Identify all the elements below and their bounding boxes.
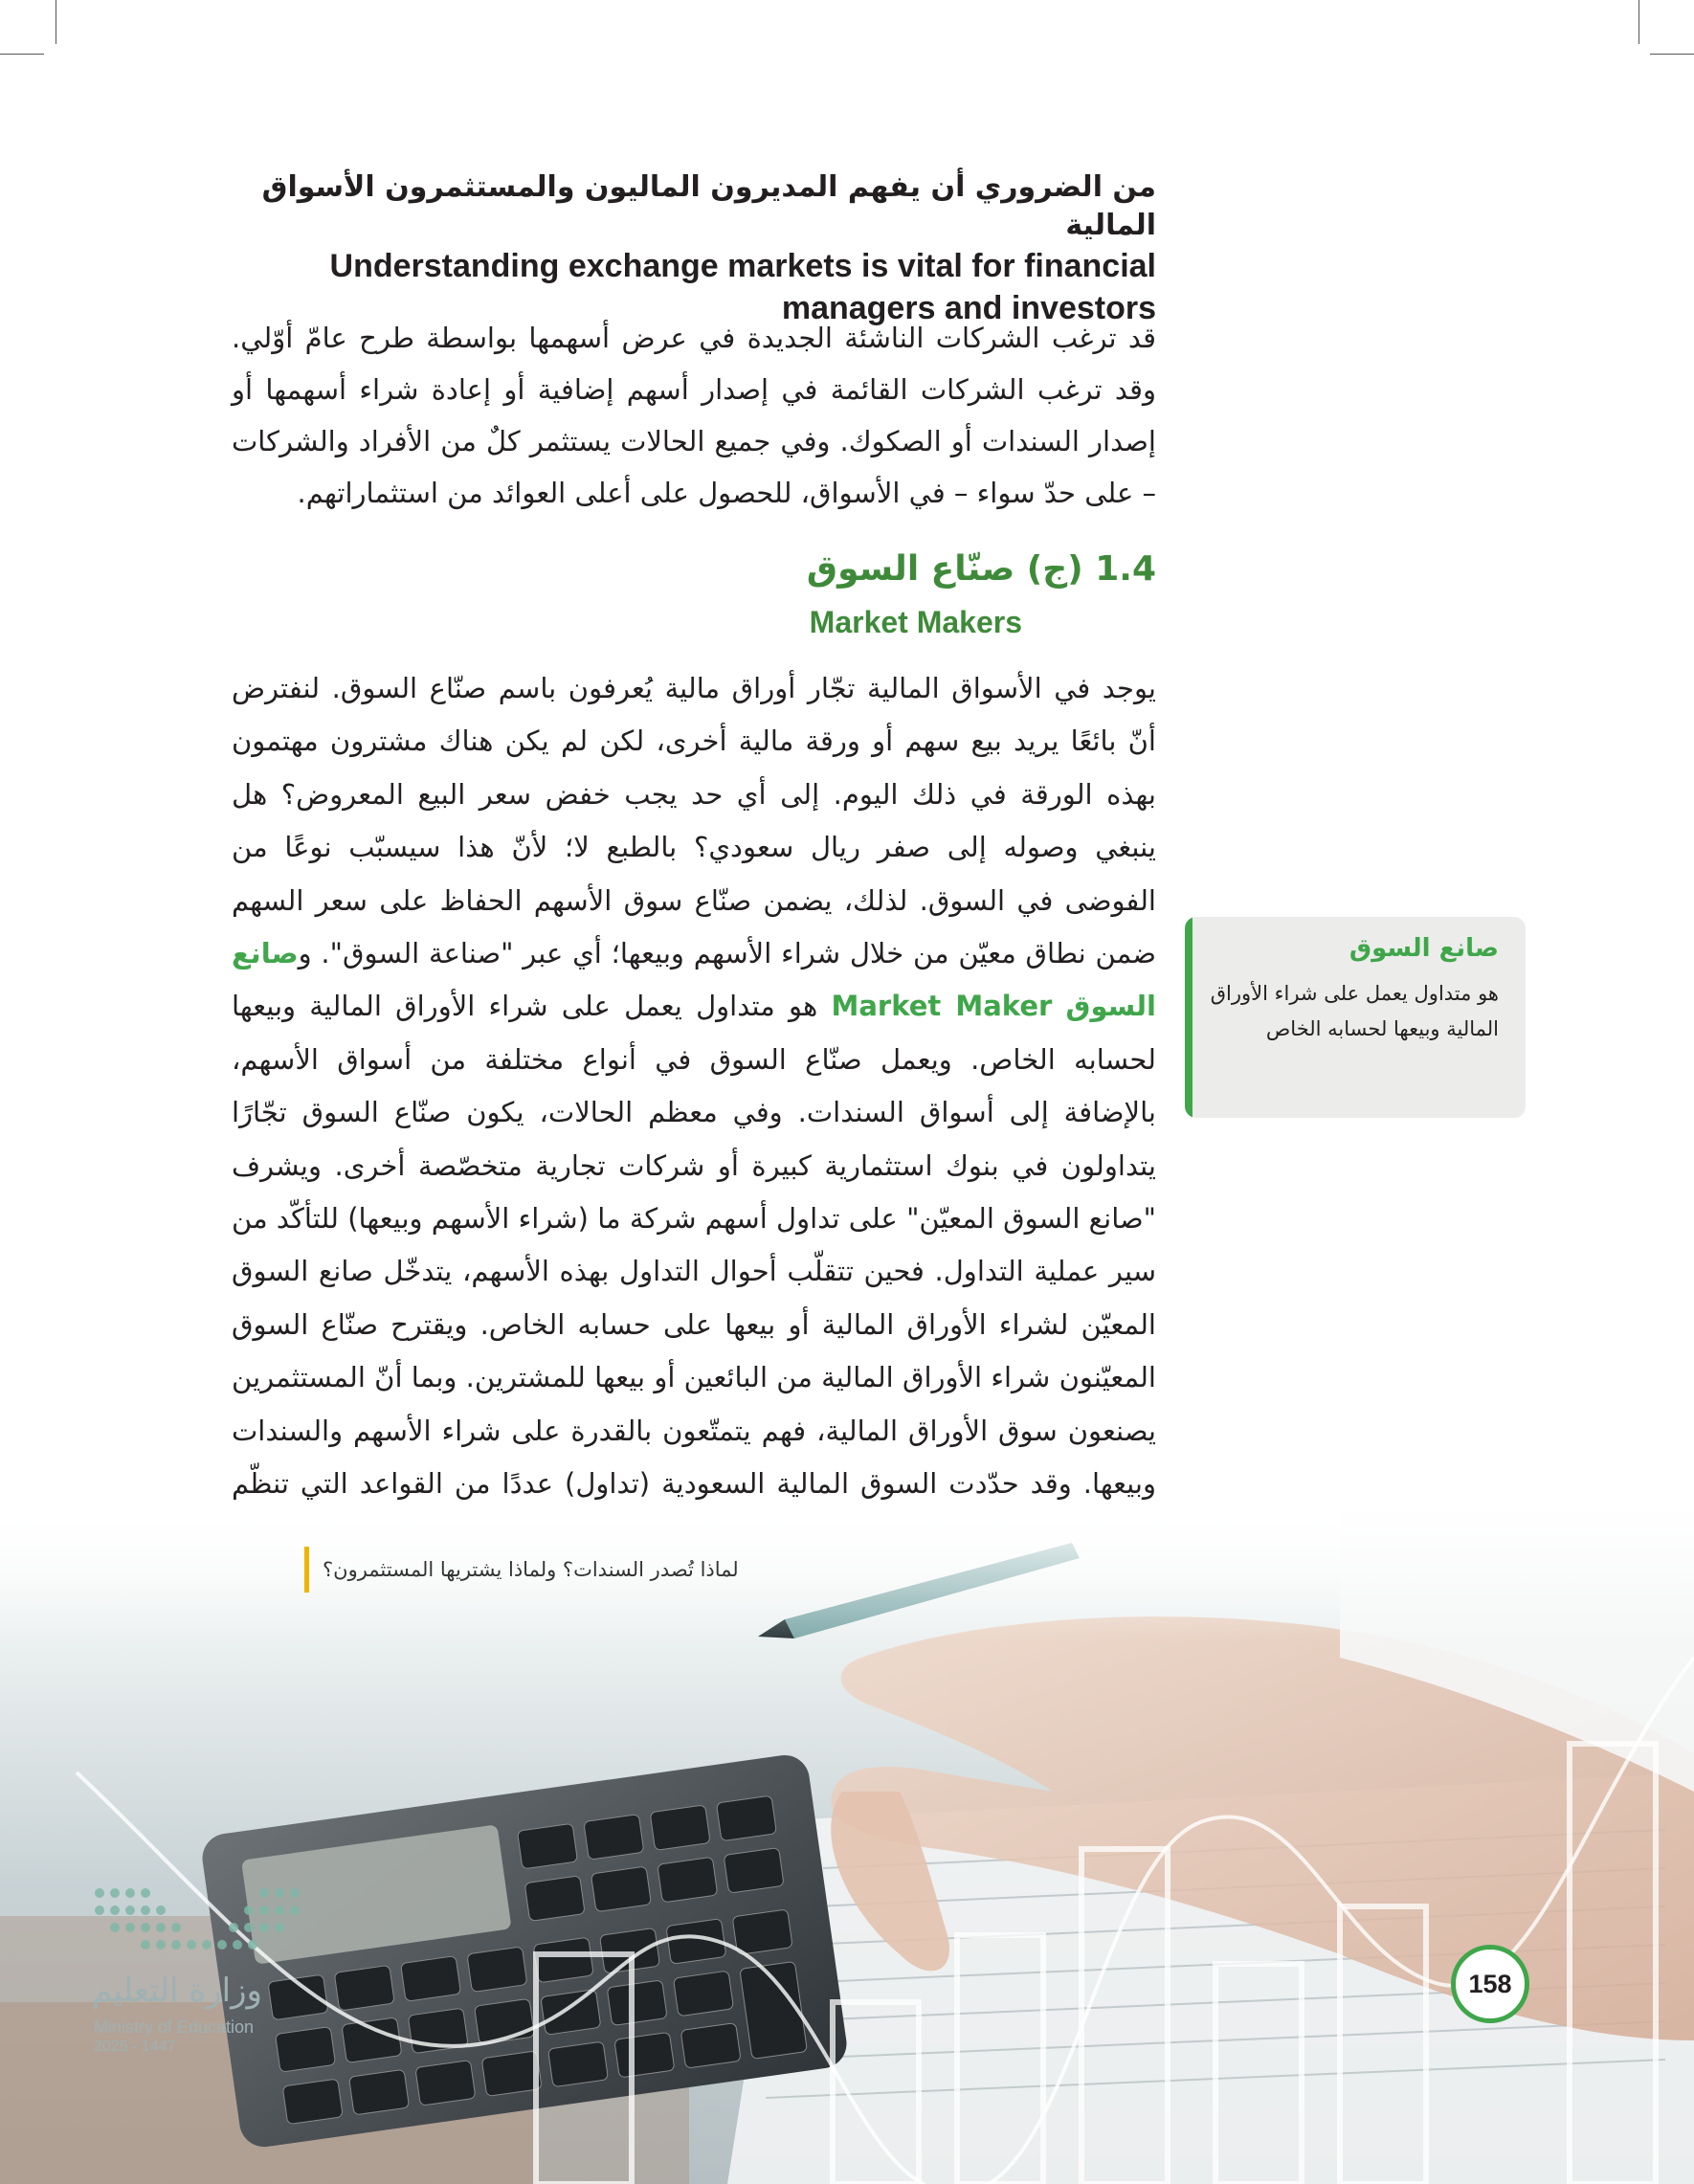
definition-text: هو متداول يعمل على شراء الأوراق المالية وبيعها لحسابه الخاص bbox=[1210, 982, 1499, 1040]
intro-paragraph: قد ترغب الشركات الناشئة الجديدة في عرض أسهمها بواسطة طرح عامّ أوّلي. وقد ترغب الشركات القائمة في إصدار أسهم إضافية أو إعادة شراء أسهمها أو إصدار السندات أو الصكوك. وفي جميع الحالات يستثمر كلٌ من الأفراد والشركات – على حدّ سواء – في الأسواق، للحصول على أعلى العوائد من استثماراتهم. bbox=[232, 322, 1156, 509]
crop-mark bbox=[1650, 54, 1694, 55]
section-number: 1.4 bbox=[1095, 549, 1156, 589]
body-text-part1: يوجد في الأسواق المالية تجّار أوراق مالية يُعرفون باسم صنّاع السوق. لنفترض أنّ بائعًا يريد بيع سهم أو ورقة مالية أخرى، لكن لم يكن هناك مشترون مهتمون بهذه الورقة في ذلك اليوم. إلى أي حد يجب خفض سعر البيع المعروض؟ هل ينبغي وصوله إلى صفر ريال سعودي؟ بالطبع لا؛ لأنّ هذا سيسبّب نوعًا من الفوضى في السوق. لذلك، يضمن صنّاع سوق الأسهم الحفاظ على سعر السهم ضمن نطاق معيّن من خلال شراء الأسهم وبيعها؛ أي عبر "صناعة السوق". و bbox=[232, 672, 1156, 970]
keyword-arabic: صانع السوق bbox=[232, 937, 1156, 1023]
section-title-arabic bbox=[807, 549, 1156, 589]
ministry-name-arabic: وزارة التعليم bbox=[92, 1972, 262, 2010]
keyword-english: Market Maker bbox=[831, 990, 1053, 1023]
section-title-english: Market Makers bbox=[809, 605, 1022, 639]
body-paragraph bbox=[232, 662, 1156, 1564]
page-number: 158 bbox=[1451, 1945, 1529, 2023]
heading-arabic: من الضروري أن يفهم المديرون الماليون والمستثمرون الأسواق المالية bbox=[261, 170, 1156, 242]
ministry-logo bbox=[92, 1883, 312, 2056]
calculator-photo bbox=[0, 1504, 1694, 2184]
page-heading bbox=[199, 168, 1156, 329]
heading-english: Understanding exchange markets is vital for financial managers and investors bbox=[329, 248, 1156, 326]
section-arabic-title: (ج) صنّاع السوق bbox=[806, 549, 1083, 589]
crop-mark bbox=[0, 54, 44, 55]
ministry-logo-dots-icon bbox=[92, 1883, 312, 1970]
ministry-name-english: Ministry of Education bbox=[94, 2017, 255, 2037]
definition-accent-bar bbox=[1185, 917, 1192, 1118]
definition-box bbox=[1185, 917, 1526, 1118]
question-callout: لماذا تُصدر السندات؟ ولماذا يشتريها المستثمرون؟ bbox=[304, 1547, 739, 1593]
definition-title: صانع السوق bbox=[1349, 934, 1499, 963]
photo-illustration bbox=[0, 1504, 1694, 2184]
ministry-years: 2025 - 1447 bbox=[94, 2039, 176, 2055]
crop-mark bbox=[1638, 0, 1639, 44]
body-text-part2: هو متداول يعمل على شراء الأوراق المالية وبيعها لحسابه الخاص. ويعمل صنّاع السوق في أنواع مختلفة من أسواق الأسهم، بالإضافة إلى أسواق السندات. وفي معظم الحالات، يكون صنّاع السوق تجّارًا يتداولون في بنوك استثمارية كبيرة أو شركات تجارية متخصّصة أخرى. ويشرف "صانع السوق المعيّن" على تداول أسهم شركة ما (شراء الأسهم وبيعها) للتأكّد من سير عملية التداول. فحين تتقلّب أحوال التداول بهذه الأسهم، يتدخّل صانع السوق المعيّن لشراء الأوراق المالية أو بيعها على حسابه الخاص. ويقترح صنّاع السوق المعيّنون شراء الأوراق المالية من البائعين أو بيعها للمشترين. وبما أنّ المستثمرين يصنعون سوق الأوراق المالية، فهم يتمتّعون بالقدرة على شراء الأسهم والسندات وبيعها. وقد حدّدت السوق المالية السعودية (تداول) عددًا من القواعد التي تنظّم bbox=[232, 990, 1156, 1501]
